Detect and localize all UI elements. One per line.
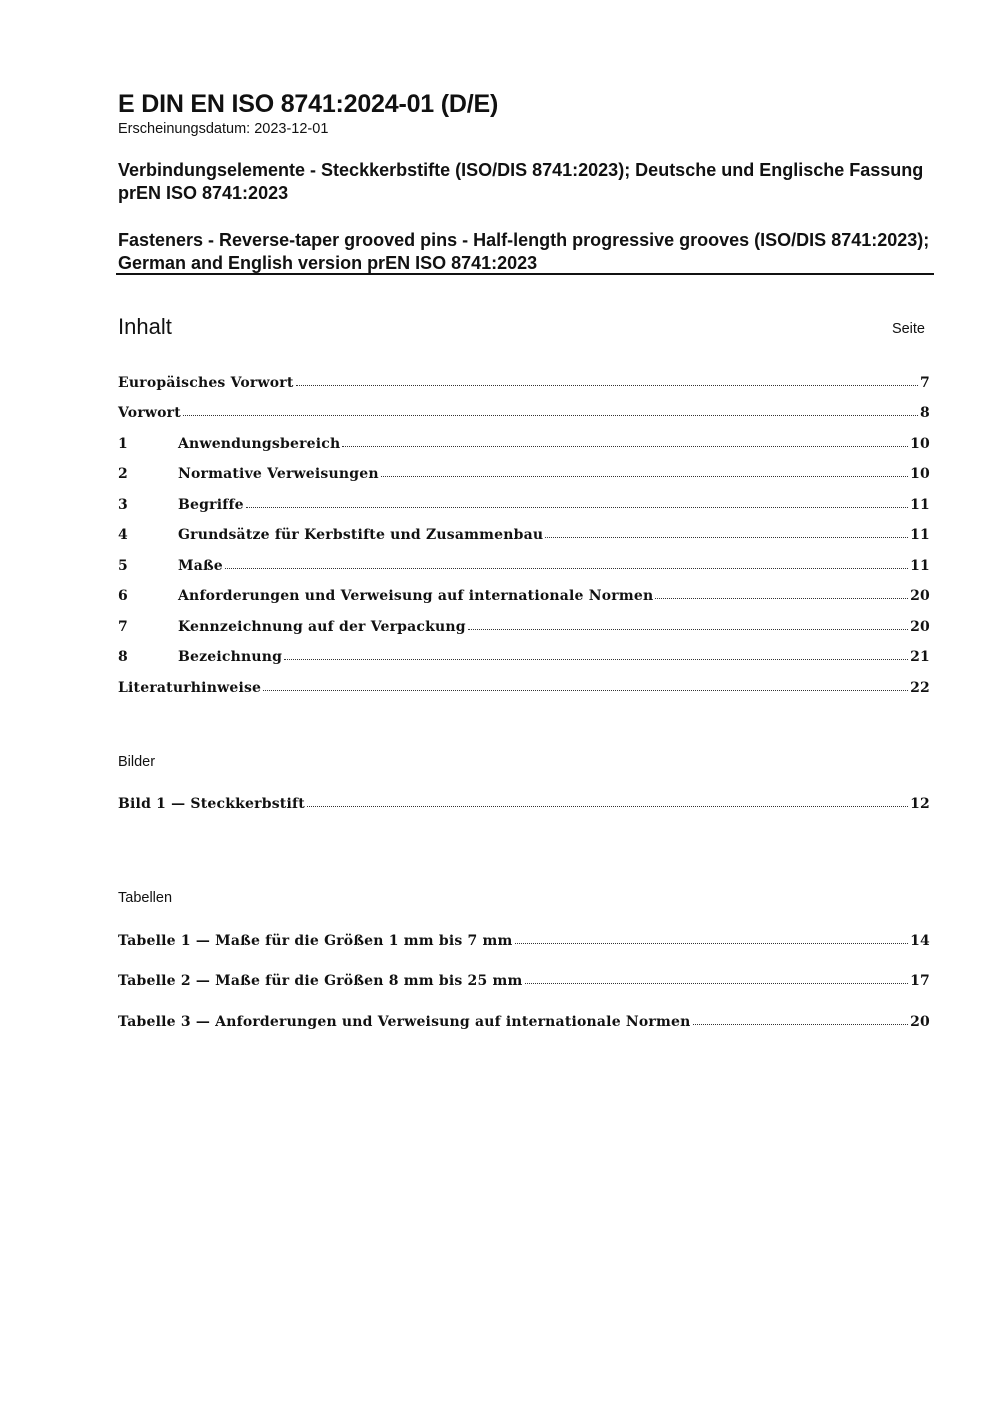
toc-leader [263,690,908,691]
toc-entry-marking[interactable] [118,613,930,635]
toc-leader [525,983,909,984]
toc-entry-bibliography[interactable] [118,674,930,696]
document-id: E DIN EN ISO 8741:2024-01 (D/E) [118,90,499,118]
toc-leader [342,446,908,447]
toc-entry-text: Vorwort [118,405,181,421]
toc-entry-page: 20 [910,619,930,635]
toc-entry-text: Kennzeichnung auf der Verpackung [178,619,466,635]
figure-entry-page: 12 [910,796,930,812]
toc-entry-page: 8 [920,405,930,421]
table-entry-1[interactable] [118,927,930,949]
figures-heading: Bilder [118,754,156,770]
toc-entry-foreword[interactable] [118,399,930,421]
publication-date: Erscheinungsdatum: 2023-12-01 [118,121,329,137]
toc-entry-number: 6 [118,588,128,604]
toc-entry-principles[interactable] [118,521,930,543]
table-entry-text: Tabelle 1 — Maße für die Größen 1 mm bis 7 mm [118,933,513,949]
toc-entry-page: 7 [920,375,930,391]
toc-entry-text: Begriffe [178,497,244,513]
header-rule [116,273,934,275]
table-entry-page: 20 [910,1014,930,1030]
toc-leader [246,507,908,508]
toc-entry-requirements[interactable] [118,582,930,604]
toc-leader [225,568,908,569]
toc-entry-page: 20 [910,588,930,604]
toc-leader [284,659,908,660]
title-english: Fasteners - Reverse-taper grooved pins - Half-length progressive grooves (ISO/DIS 8741:2023); German and English version prEN ISO 8741:2023 [118,230,930,273]
toc-entry-text: Anwendungsbereich [178,436,341,452]
toc-entry-number: 4 [118,527,128,543]
toc-entry-number: 2 [118,466,128,482]
toc-entry-number: 7 [118,619,128,635]
toc-leader [468,629,908,630]
toc-entry-number: 8 [118,649,128,665]
toc-leader [693,1024,909,1025]
table-entry-text: Tabelle 3 — Anforderungen und Verweisung auf internationale Normen [118,1014,691,1030]
toc-entry-page: 21 [910,649,930,665]
toc-entry-text: Anforderungen und Verweisung auf internationale Normen [178,588,654,604]
toc-entry-number: 3 [118,497,128,513]
toc-leader [545,537,908,538]
table-entry-3[interactable] [118,1008,930,1030]
toc-leader [296,385,919,386]
toc-entry-page: 10 [910,436,930,452]
toc-leader [307,806,908,807]
toc-entry-page: 22 [910,680,930,696]
table-entry-page: 17 [910,973,930,989]
toc-entry-dimensions[interactable] [118,552,930,574]
toc-entry-text: Europäisches Vorwort [118,375,294,391]
toc-entry-text: Literaturhinweise [118,680,262,696]
toc-page-label: Seite [891,321,925,337]
toc-entry-page: 11 [910,558,930,574]
toc-leader [183,415,918,416]
figure-entry-text: Bild 1 — Steckkerbstift [118,796,305,812]
table-entry-2[interactable] [118,967,930,989]
toc-entry-text: Maße [178,558,223,574]
toc-leader [381,476,908,477]
toc-entry-page: 11 [910,527,930,543]
toc-heading: Inhalt [118,314,172,339]
toc-entry-number: 5 [118,558,128,574]
toc-entry-normative-references[interactable] [118,460,930,482]
toc-entry-scope[interactable] [118,430,930,452]
toc-leader [515,943,909,944]
toc-entry-number: 1 [118,436,128,452]
toc-leader [655,598,908,599]
tables-heading: Tabellen [118,890,173,906]
toc-entry-designation[interactable] [118,643,930,665]
toc-entry-page: 11 [910,497,930,513]
toc-entry-terms[interactable] [118,491,930,513]
table-entry-page: 14 [910,933,930,949]
figure-entry-1[interactable] [118,790,930,812]
toc-entry-page: 10 [910,466,930,482]
title-german: Verbindungselemente - Steckkerbstifte (ISO/DIS 8741:2023); Deutsche und Englische Fassung prEN ISO 8741:2023 [118,160,924,203]
toc-entry-european-foreword[interactable] [118,369,930,391]
toc-entry-text: Bezeichnung [178,649,283,665]
table-entry-text: Tabelle 2 — Maße für die Größen 8 mm bis 25 mm [118,973,523,989]
toc-entry-text: Normative Verweisungen [178,466,379,482]
toc-entry-text: Grundsätze für Kerbstifte und Zusammenbau [178,527,544,543]
